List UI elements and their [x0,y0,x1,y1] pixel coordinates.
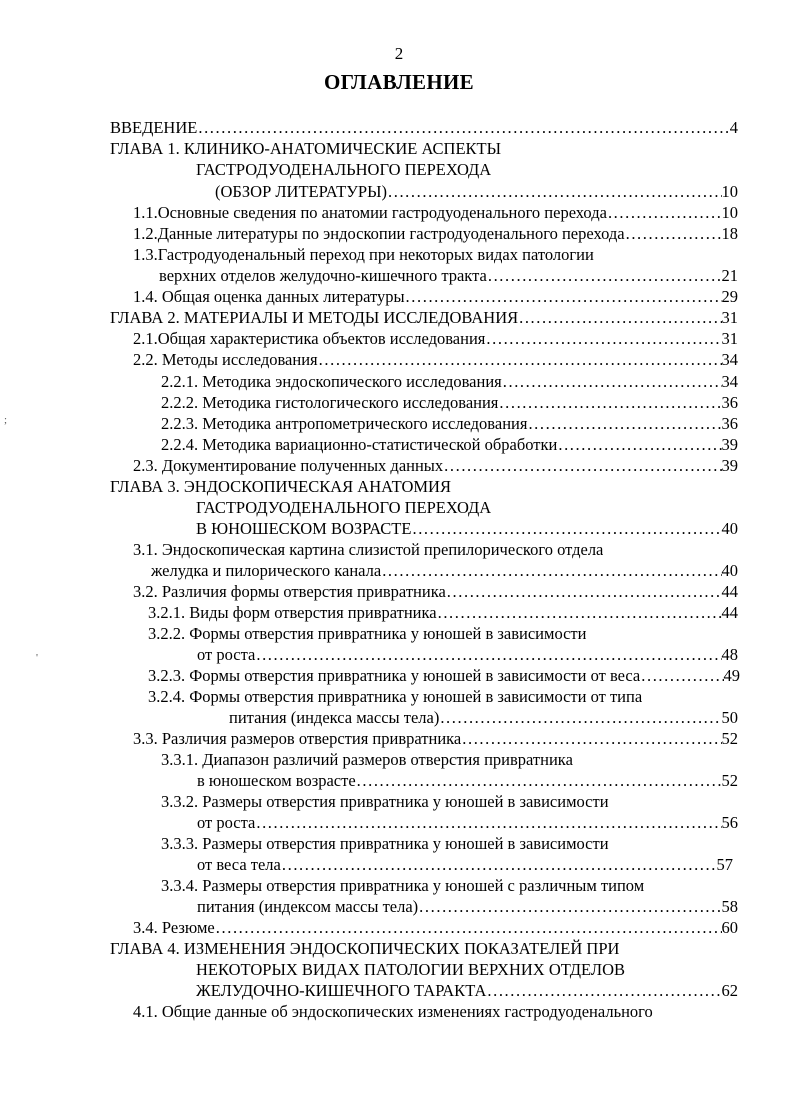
toc-entry-continuation: В ЮНОШЕСКОМ ВОЗРАСТЕ ..... 40 [196,518,738,540]
toc-entry-section-3-3-1: 3.3.1. Диапазон различий размеров отверстия привратника [161,750,573,769]
toc-entry-continuation: ГАСТРОДУОДЕНАЛЬНОГО ПЕРЕХОДА [196,498,492,517]
toc-entry-section-3-3-4: 3.3.4. Размеры отверстия привратника у юношей с различным типом [161,876,645,895]
toc-entry-continuation: в юношеском возрасте ..... 52 [197,770,738,792]
toc-entry-section-3-2-1: 3.2.1. Виды форм отверстия привратника ..... 44 [148,602,738,624]
page-number: 2 [394,44,404,63]
toc-entry-continuation: от роста ..... 56 [197,812,738,834]
toc-entry-continuation: от веса тела ..... 57 [197,854,733,876]
toc-entry-section-2-1: 2.1.Общая характеристика объектов исследования ..... 31 [133,328,738,350]
toc-entry-section-2-2-1: 2.2.1. Методика эндоскопического исследования ..... 34 [161,371,738,393]
toc-entry-continuation: ГАСТРОДУОДЕНАЛЬНОГО ПЕРЕХОДА [196,160,492,179]
toc-entry-continuation: верхних отделов желудочно-кишечного тракта ..... 21 [159,265,738,287]
toc-entry-continuation: НЕКОТОРЫХ ВИДАХ ПАТОЛОГИИ ВЕРХНИХ ОТДЕЛОВ [196,960,626,979]
toc-entry-section-1-4: 1.4. Общая оценка данных литературы ..... 29 [133,286,738,308]
toc-entry-section-3-2-2: 3.2.2. Формы отверстия привратника у юношей в зависимости [148,624,587,643]
toc-entry-section-2-3: 2.3. Документирование полученных данных ..... 39 [133,455,738,477]
toc-entry-section-3-2-4: 3.2.4. Формы отверстия привратника у юношей в зависимости от типа [148,687,643,706]
toc-entry-chapter-1: ГЛАВА 1. КЛИНИКО-АНАТОМИЧЕСКИЕ АСПЕКТЫ [110,139,502,158]
toc-entry-section-4-1: 4.1. Общие данные об эндоскопических изменениях гастродуоденального [133,1002,653,1021]
toc-entry-section-2-2: 2.2. Методы исследования ..... 34 [133,349,738,371]
toc-entry-continuation: питания (индекса массы тела) ..... 50 [229,707,738,729]
margin-mark: ; [4,414,8,426]
toc-entry-section-3-2-3: 3.2.3. Формы отверстия привратника у юношей в зависимости от веса ..... 49 [148,665,740,687]
toc-entry-continuation: (ОБЗОР ЛИТЕРАТУРЫ) ..... 10 [215,181,738,203]
toc-entry-section-3-4: 3.4. Резюме ..... 60 [133,917,738,939]
toc-entry-chapter-3: ГЛАВА 3. ЭНДОСКОПИЧЕСКАЯ АНАТОМИЯ [110,477,451,496]
toc-entry-continuation: ЖЕЛУДОЧНО-КИШЕЧНОГО ТАРАКТА ..... 62 [196,980,738,1002]
toc-entry-section-3-2: 3.2. Различия формы отверстия привратника ..... 44 [133,581,738,603]
toc-entry-chapter-2: ГЛАВА 2. МАТЕРИАЛЫ И МЕТОДЫ ИССЛЕДОВАНИЯ ..... 31 [110,307,738,329]
toc-entry-section-1-3: 1.3.Гастродуоденальный переход при некоторых видах патологии [133,245,594,264]
toc-entry-continuation: от роста ..... 48 [197,644,738,666]
toc-entry-section-3-1: 3.1. Эндоскопическая картина слизистой препилорического отдела [133,540,604,559]
toc-entry-continuation: желудка и пилорического канала ..... 40 [151,560,738,582]
toc-entry-chapter-4: ГЛАВА 4. ИЗМЕНЕНИЯ ЭНДОСКОПИЧЕСКИХ ПОКАЗАТЕЛЕЙ ПРИ [110,939,620,958]
toc-entry-introduction: ВВЕДЕНИЕ ..... 4 [110,117,738,139]
toc-entry-section-2-2-3: 2.2.3. Методика антропометрического исследования ..... 36 [161,413,738,435]
toc-entry-section-3-3: 3.3. Различия размеров отверстия привратника ..... 52 [133,728,738,750]
toc-entry-section-1-2: 1.2.Данные литературы по эндоскопии гастродуоденального перехода ..... 18 [133,223,738,245]
page-title: ОГЛАВЛЕНИЕ [324,70,474,94]
toc-entry-section-3-3-2: 3.3.2. Размеры отверстия привратника у юношей в зависимости [161,792,609,811]
toc-entry-section-1-1: 1.1.Основные сведения по анатомии гастродуоденального перехода ..... 10 [133,202,738,224]
toc-entry-section-2-2-2: 2.2.2. Методика гистологического исследования ..... 36 [161,392,738,414]
toc-entry-continuation: питания (индексом массы тела) ..... 58 [197,896,738,918]
margin-mark: ' [36,652,38,664]
toc-entry-section-3-3-3: 3.3.3. Размеры отверстия привратника у юношей в зависимости [161,834,609,853]
toc-entry-section-2-2-4: 2.2.4. Методика вариационно-статистической обработки ..... 39 [161,434,738,456]
